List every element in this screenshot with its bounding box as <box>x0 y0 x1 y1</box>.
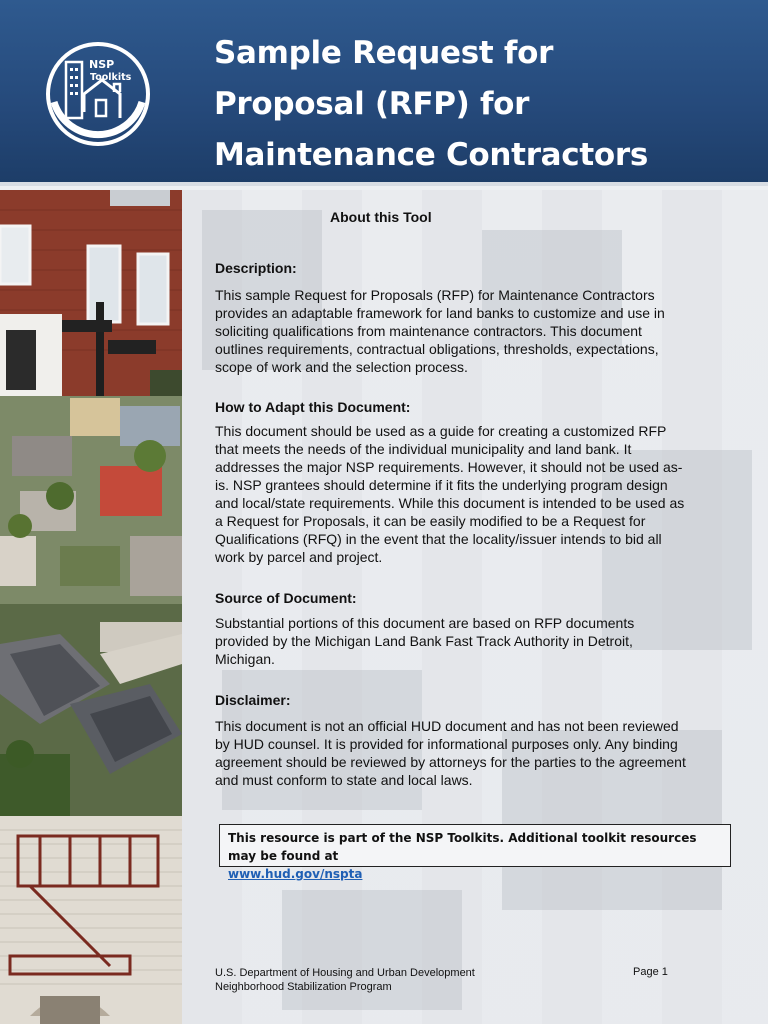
nsp-toolkits-logo <box>44 40 152 148</box>
suburban-roofs-photo <box>0 604 182 816</box>
description-text: This sample Request for Proposals (RFP) for Maintenance Contractors provides an adaptable framework for land banks to customize and use in soliciting qualifications from maintenance contractors. This document outlines requirements, contractual obligations, thresholds, expectations, scope of work and the selection process. <box>215 287 665 375</box>
description-heading: Description: <box>215 260 297 276</box>
adapt-heading: How to Adapt this Document: <box>215 399 411 415</box>
footer-line: Neighborhood Stabilization Program <box>215 981 392 993</box>
source-text: Substantial portions of this document are based on RFP documents provided by the Michigan Land Bank Fast Track Authority in Detroit, Michigan. <box>215 615 635 667</box>
title-line: Sample Request for <box>214 35 554 71</box>
brick-building-photo <box>0 190 182 396</box>
disclaimer-text: This document is not an official HUD document and has not been reviewed by HUD counsel. It is provided for informational purposes only. Any binding agreement should be reviewed by attorneys for the parties to the agreement and must conform to state and local laws. <box>215 718 686 788</box>
resource-callout-box <box>219 824 731 881</box>
about-title: About this Tool <box>330 209 432 225</box>
header-banner <box>0 0 768 186</box>
source-heading: Source of Document: <box>215 590 357 606</box>
disclaimer-heading: Disclaimer: <box>215 692 291 708</box>
adapt-text: This document should be used as a guide for creating a customized RFP that meets the needs of the individual municipality and land bank. It addresses the major NSP requirements. However, it should not be used as- is. NSP grantees should determine if it fits the underlying program design and local/state requirements. While this document is intended to be used as a Request for Proposals, it can be easily modified to be a Request for Qualifications (RFQ) in the event that the locality/issuer intends to bid all work by parcel and project. <box>215 423 685 565</box>
photo-strip <box>0 190 182 1024</box>
title-line: Proposal (RFP) for <box>214 86 530 122</box>
nspta-link[interactable]: www.hud.gov/nspta <box>228 867 363 881</box>
title-line: Maintenance Contractors <box>214 137 649 173</box>
callout-text: This resource is part of the NSP Toolkits. Additional toolkit resources may be found at <box>228 831 697 863</box>
page-number: Page 1 <box>633 966 668 978</box>
aerial-neighborhood-photo <box>0 396 182 604</box>
fire-escape-building-photo <box>0 816 182 1024</box>
page-title <box>214 28 754 181</box>
footer-line: U.S. Department of Housing and Urban Development <box>215 967 475 979</box>
logo-text-toolkits: Toolkits <box>90 72 132 83</box>
logo-text-nsp: NSP <box>89 58 115 71</box>
footer-agency <box>215 966 475 994</box>
